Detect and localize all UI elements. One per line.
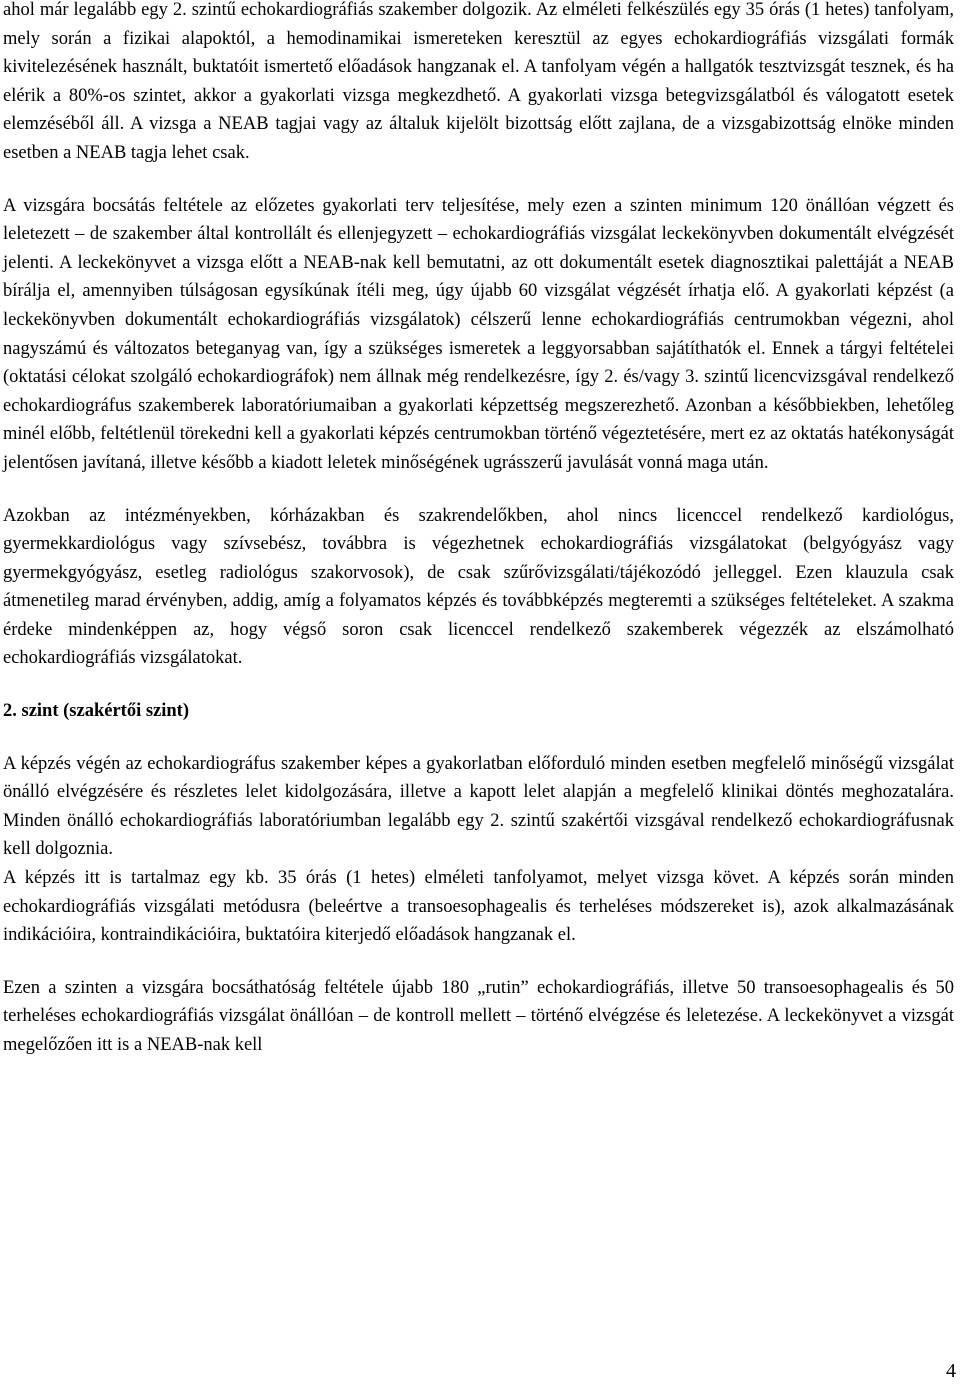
paragraph-gap xyxy=(3,168,954,192)
paragraph-level2-admission: Ezen a szinten a vizsgára bocsáthatóság feltétele újabb 180 „rutin” echokardiográfiás, illetve 50 transoesophagealis és 50 terheléses echokardiográfiás vizsgálat önállóan – de kontroll mellett – történő elvégzése és leletezése. A leckekönyvet a vizsgát megelőzően itt is a NEAB-nak kell xyxy=(3,977,954,1055)
paragraph-gap xyxy=(3,950,954,974)
paragraph-level2-competence: A képzés végén az echokardiográfus szakember képes a gyakorlatban előforduló minden esetben megfelelő minőségű vizsgálat önálló elvégzésére és részletes lelet kidolgozására, illetve a kapott lelet alapján a megfelelő klinikai döntés meghozatalára. Minden önálló echokardiográfiás laboratóriumban legalább egy 2. szintű szakértői vizsgával rendelkező echokardiográfusnak kell dolgoznia. xyxy=(3,753,954,860)
page-number: 4 xyxy=(946,1360,956,1382)
section-heading: 2. szint (szakértői szint) xyxy=(3,701,189,722)
paragraph-gap xyxy=(3,478,954,502)
paragraph-institutions: Azokban az intézményekben, kórházakban és szakrendelőkben, ahol nincs licenccel rendelkező kardiológus, gyermekkardiológus vagy szívsebész, továbbra is végezhetnek echokardiográfiás vizsgálatokat (belgyógyász vagy gyermekgyógyász, esetleg radiológus szakorvosok), de csak szűrővizsgálati/tájékozódó jelleggel. Ezen klauzula csak átmenetileg marad érvényben, addig, amíg a folyamatos képzés és továbbképzés megteremti a szükséges feltételeket. A szakma érdeke mindenképpen az, hogy végső soron csak licenccel rendelkező szakemberek végezzék az elszámolható echokardiográfiás vizsgálatokat. xyxy=(3,505,954,669)
document-page xyxy=(3,0,954,1060)
paragraph-exam-admission: A vizsgára bocsátás feltétele az előzetes gyakorlati terv teljesítése, mely ezen a szinten minimum 120 önállóan végzett és leletezett – de szakember által kontrollált és ellenjegyzett – echokardiográfiás vizsgálat leckekönyvben dokumentált elvégzését jelenti. A leckekönyvet a vizsga előtt a NEAB-nak kell bemutatni, az ott dokumentált esetek diagnosztikai palettáját a NEAB bírálja el, amennyiben túlságosan egysíkúnak ítéli meg, úgy újabb 60 vizsgálat végzését írhatja elő. A gyakorlati képzést (a leckekönyvben dokumentált echokardiográfiás vizsgálatok) célszerű lenne echokardiográfiás centrumokban végezni, ahol nagyszámú és változatos beteganyag van, így a szükséges ismeretek a leggyorsabban sajátíthatók el. Ennek a tárgyi feltételei (oktatási célokat szolgáló echokardiográfok) nem állnak még rendelkezésre, így 2. és/vagy 3. szintű licencvizsgával rendelkező echokardiográfus szakemberek laboratóriumaiban a gyakorlati képzettség megszerezhető. Azonban a későbbiekben, lehetőleg minél előbb, feltétlenül törekedni kell a gyakorlati képzés centrumokban történő végeztetésére, mert ez az oktatás hatékonyságát jelentősen javítaná, illetve később a kiadott leletek minőségének ugrásszerű javulását vonná maga után. xyxy=(3,195,954,473)
paragraph-gap xyxy=(3,726,954,750)
paragraph-level2-training: A képzés itt is tartalmaz egy kb. 35 órás (1 hetes) elméleti tanfolyamot, melyet vizsga követ. A képzés során minden echokardiográfiás vizsgálati metódusra (beleértve a transoesophagealis és terheléses módszereket is), azok alkalmazásának indikációira, kontraindikációira, buktatóira kiterjedő előadások hangzanak el. xyxy=(3,868,954,946)
paragraph-gap xyxy=(3,673,954,697)
paragraph-exam-level1: ahol már legalább egy 2. szintű echokardiográfiás szakember dolgozik. Az elméleti felkészülés egy 35 órás (1 hetes) tanfolyam, mely során a fizikai alapoktól, a hemodinamikai ismereteken keresztül az egyes echokardiográfiás vizsgálati formák kivitelezésének használt, buktatóit ismertető előadások hangzanak el. A tanfolyam végén a hallgatók tesztvizsgát tesznek, és ha elérik a 80%-os szintet, akkor a gyakorlati vizsga megkezdhető. A gyakorlati vizsga betegvizsgálatból és válogatott esetek elemzéséből áll. A vizsga a NEAB tagjai vagy az általuk kijelölt bizottság előtt zajlana, de a vizsgabizottság elnöke minden esetben a NEAB tagja lehet csak. xyxy=(3,0,954,163)
